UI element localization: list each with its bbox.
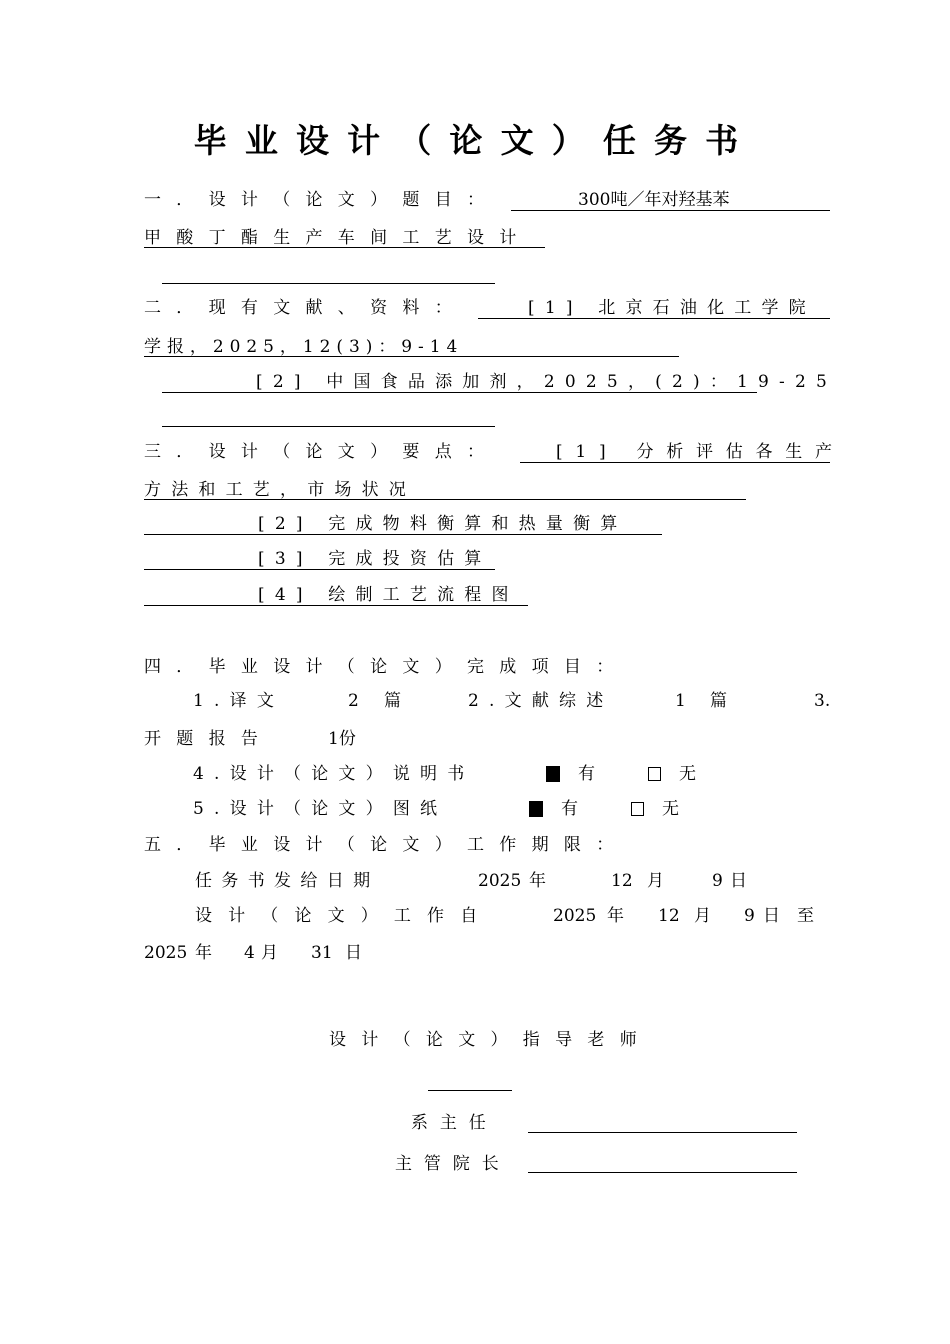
unit-month: 月 xyxy=(647,871,664,891)
to-month: 4 xyxy=(244,943,255,963)
manual-yes-label: 有 xyxy=(578,764,595,784)
item-drawings: 5.设计（论文）图纸 xyxy=(193,799,448,819)
reference-1-part1: [1] 北京石油化工学院 xyxy=(528,298,816,318)
checkbox-empty-icon xyxy=(631,802,644,816)
key-point-1-part2: 方法和工艺，市场状况 xyxy=(144,480,416,500)
page-title: 毕业设计（论文）任务书 xyxy=(193,121,757,160)
dean-signature-line xyxy=(528,1172,797,1173)
dept-head-label: 系主任 xyxy=(411,1113,498,1133)
item-literature-review-count: 1 xyxy=(675,691,686,711)
dept-head-signature-line xyxy=(528,1132,797,1133)
drawings-no-label: 无 xyxy=(662,799,679,819)
drawings-yes-label: 有 xyxy=(561,799,578,819)
to-day: 31 xyxy=(311,943,333,963)
item-proposal-count: 1份 xyxy=(328,729,356,749)
unit-month: 月 xyxy=(261,943,278,963)
underline xyxy=(478,318,830,319)
underline xyxy=(520,462,830,463)
thesis-topic-part2: 甲酸丁酯生产车间工艺设计 xyxy=(144,228,532,248)
underline xyxy=(144,569,495,570)
section2-label: 二．现有文献、资料： xyxy=(144,298,467,318)
item-translation-count: 2 xyxy=(348,691,359,711)
reference-1-part2: 学报，2025，12(3)：9-14 xyxy=(144,337,464,357)
from-month: 12 xyxy=(658,906,680,926)
item-manual: 4.设计（论文）说明书 xyxy=(193,764,475,784)
reference-2: [2] 中国食品添加剂，2025，(2)：19-25 xyxy=(256,372,838,392)
manual-no-label: 无 xyxy=(679,764,696,784)
underline xyxy=(144,247,545,248)
underline xyxy=(511,210,830,211)
underline xyxy=(144,605,528,606)
underline xyxy=(162,392,757,393)
item-translation: 1.译文 xyxy=(193,691,285,711)
section3-label: 三．设计（论文）要点： xyxy=(144,442,500,462)
checkbox-checked-icon xyxy=(529,801,543,817)
issue-year: 2025 xyxy=(478,871,522,891)
unit-to: 至 xyxy=(797,906,814,926)
work-period-label: 设计（论文）工作自 xyxy=(195,906,494,926)
issue-date-label: 任务书发给日期 xyxy=(195,871,380,891)
key-point-2: [2] 完成物料衡算和热量衡算 xyxy=(258,514,628,534)
blank-line xyxy=(162,426,495,427)
unit-year: 年 xyxy=(195,943,212,963)
section4-label: 四．毕业设计（论文）完成项目： xyxy=(144,657,629,677)
from-day: 9 xyxy=(744,906,755,926)
item-literature-review-unit: 篇 xyxy=(710,691,727,711)
from-year: 2025 xyxy=(553,906,597,926)
to-year: 2025 xyxy=(144,943,188,963)
item-proposal: 开题报告 xyxy=(144,729,274,749)
item-translation-unit: 篇 xyxy=(384,691,401,711)
unit-year: 年 xyxy=(529,871,546,891)
checkbox-checked-icon xyxy=(546,766,560,782)
unit-day: 日 xyxy=(345,943,362,963)
item-proposal-number: 3. xyxy=(814,691,831,711)
unit-year: 年 xyxy=(607,906,624,926)
issue-day: 9 xyxy=(712,871,723,891)
unit-day: 日 xyxy=(763,906,780,926)
underline xyxy=(144,356,679,357)
thesis-topic-part1: 300吨／年对羟基苯 xyxy=(578,190,730,210)
issue-month: 12 xyxy=(611,871,633,891)
key-point-3: [3] 完成投资估算 xyxy=(258,549,492,569)
checkbox-empty-icon xyxy=(648,767,661,781)
section5-label: 五．毕业设计（论文）工作期限： xyxy=(144,835,629,855)
advisor-signature-line xyxy=(428,1090,512,1091)
item-literature-review: 2.文献综述 xyxy=(468,691,614,711)
unit-month: 月 xyxy=(694,906,711,926)
dean-label: 主管院长 xyxy=(395,1154,511,1174)
unit-day: 日 xyxy=(730,871,747,891)
underline xyxy=(144,499,746,500)
section1-label: 一．设计（论文）题目： xyxy=(144,190,500,210)
underline xyxy=(144,534,662,535)
advisor-label: 设计（论文）指导老师 xyxy=(329,1030,652,1050)
key-point-1-part1: [1] 分析评估各生产 xyxy=(556,442,845,462)
blank-line xyxy=(162,283,495,284)
key-point-4: [4] 绘制工艺流程图 xyxy=(258,585,519,605)
